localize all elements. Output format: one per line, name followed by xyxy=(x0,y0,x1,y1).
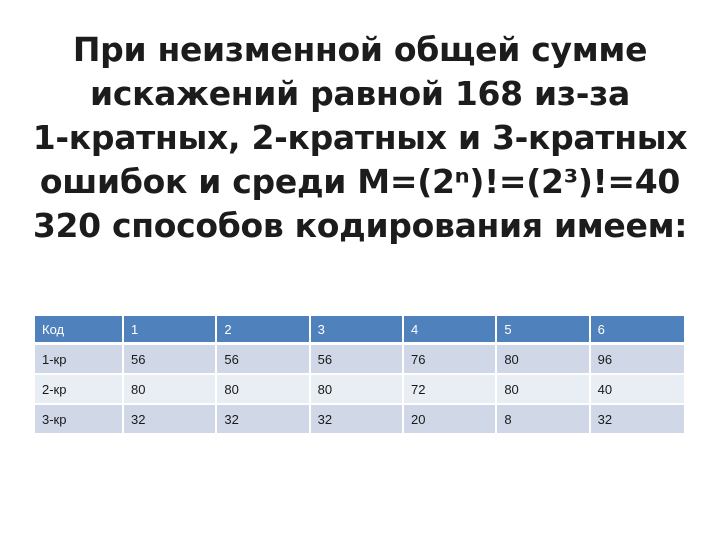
title-line: искажений равной 168 из-за xyxy=(90,74,630,113)
row-label-cell: 2-кр xyxy=(35,375,124,405)
table-cell: 76 xyxy=(404,345,497,375)
table-cell: 32 xyxy=(217,405,310,433)
table-row xyxy=(35,345,684,375)
table-header-row xyxy=(35,316,684,345)
header-cell: 4 xyxy=(404,316,497,345)
coding-table xyxy=(35,316,684,433)
header-cell: 1 xyxy=(124,316,217,345)
table-cell: 32 xyxy=(591,405,684,433)
table-cell: 56 xyxy=(124,345,217,375)
table-cell: 20 xyxy=(404,405,497,433)
header-cell: 2 xyxy=(217,316,310,345)
header-cell: 3 xyxy=(311,316,404,345)
table-cell: 56 xyxy=(311,345,404,375)
title-line: 320 способов кодирования имеем: xyxy=(32,206,688,245)
title-line: При неизменной общей сумме xyxy=(72,30,648,69)
table-cell: 32 xyxy=(124,405,217,433)
header-cell: 5 xyxy=(497,316,590,345)
table-cell: 80 xyxy=(124,375,217,405)
title-line: ошибок и среди М=(2ⁿ)!=(2³)!=40 xyxy=(39,162,681,201)
header-cell: Код xyxy=(35,316,124,345)
table-cell: 56 xyxy=(217,345,310,375)
table-row xyxy=(35,375,684,405)
title-line: 1-кратных, 2-кратных и 3-кратных xyxy=(32,118,688,157)
row-label-cell: 3-кр xyxy=(35,405,124,433)
table-row xyxy=(35,405,684,433)
table-cell: 80 xyxy=(497,375,590,405)
row-label-cell: 1-кр xyxy=(35,345,124,375)
header-cell: 6 xyxy=(591,316,684,345)
table-cell: 80 xyxy=(217,375,310,405)
table-cell: 8 xyxy=(497,405,590,433)
table-cell: 80 xyxy=(311,375,404,405)
slide-title xyxy=(20,28,700,248)
table-cell: 40 xyxy=(591,375,684,405)
table-cell: 96 xyxy=(591,345,684,375)
table-cell: 72 xyxy=(404,375,497,405)
table-cell: 32 xyxy=(311,405,404,433)
table-cell: 80 xyxy=(497,345,590,375)
